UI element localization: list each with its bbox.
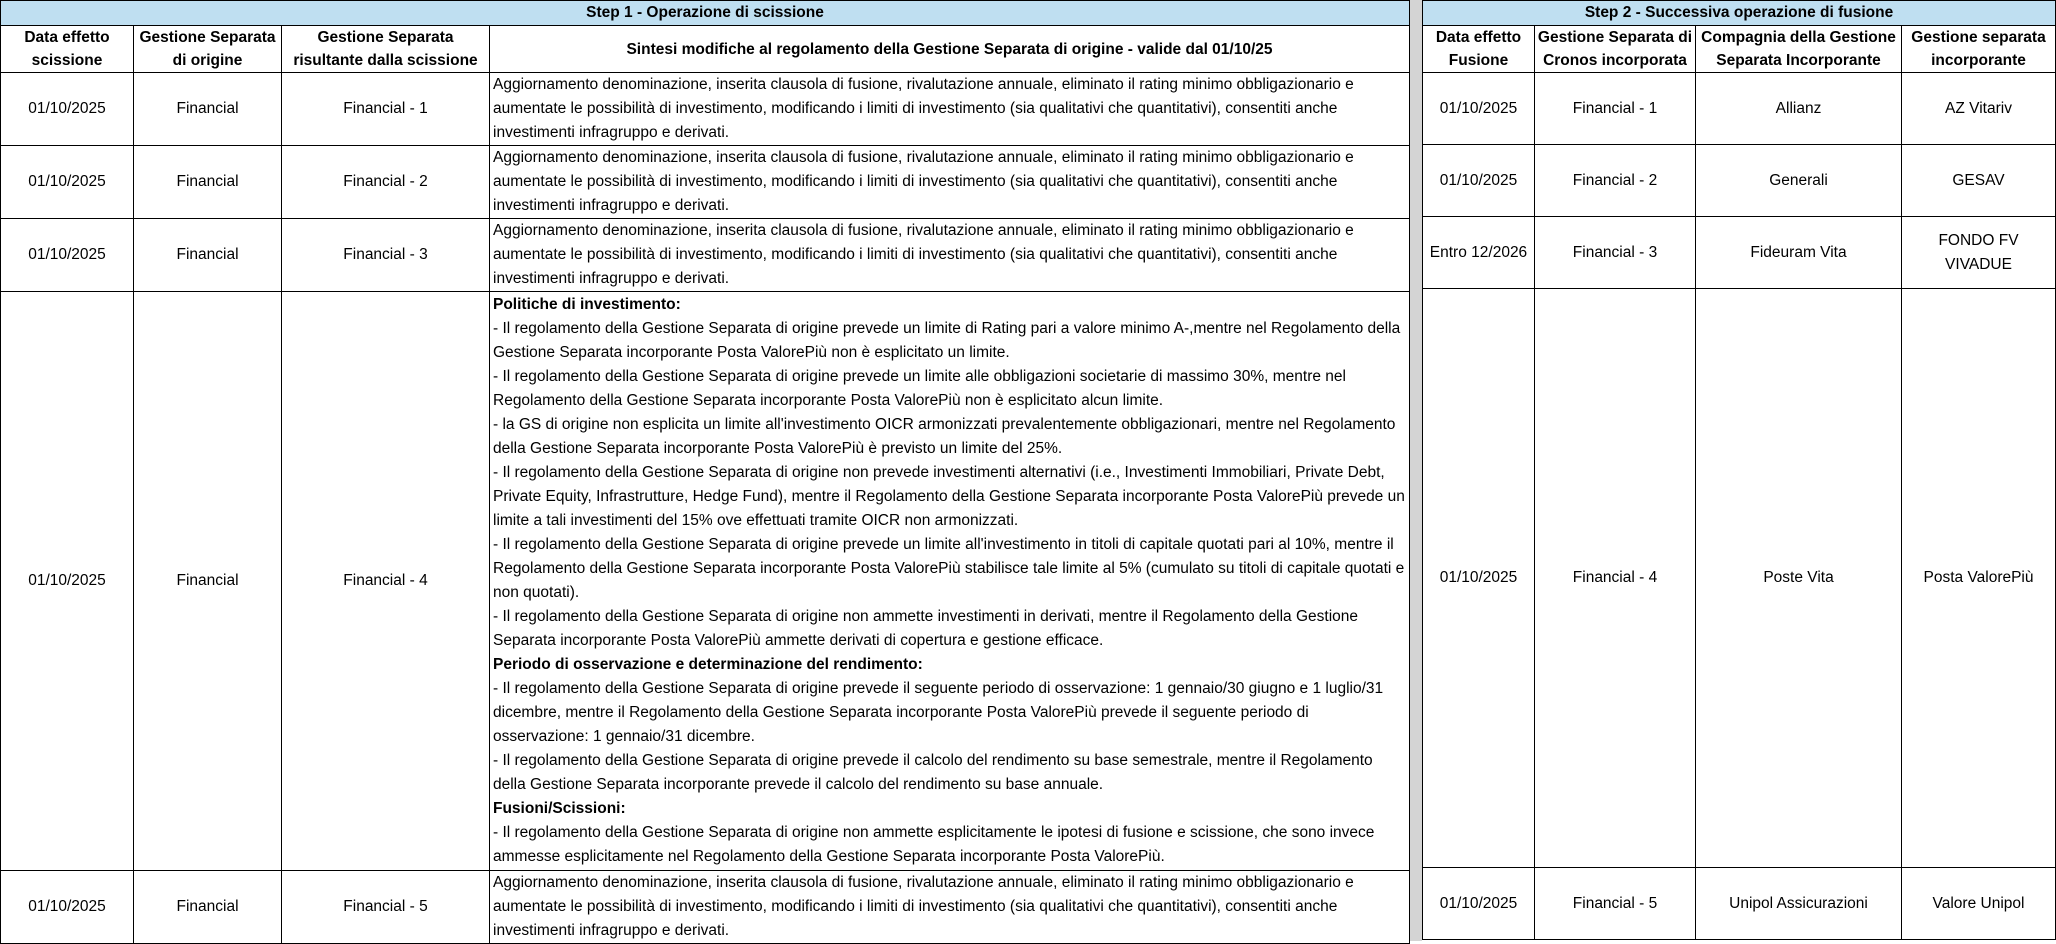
cell-cronos: Financial - 5 [1535, 868, 1696, 940]
step2-title: Step 2 - Successiva operazione di fusione [1423, 1, 2056, 26]
cell-risultante: Financial - 2 [282, 146, 490, 219]
cell-cronos: Financial - 2 [1535, 145, 1696, 217]
cell-data-fusione: 01/10/2025 [1423, 145, 1535, 217]
cell-data-fusione: 01/10/2025 [1423, 868, 1535, 940]
section-body-periodo: - Il regolamento della Gestione Separata di origine prevede il seguente periodo di osservazione: 1 gennaio/30 giugno e 1 luglio/31 dicembre, mentre il Regolamento della Gestione Separata incorporante Posta ValorePiù prevede il seguente periodo di osservazione: 1 gennaio/31 dicembre. - Il regolamento della Gestione Separata di origine prevede il calcolo del rendimento su base semestrale, mentre il Regolamento della Gestione Separata incorporante prevede il calcolo del rendimento su base annuale. [493, 680, 1384, 793]
cell-origine: Financial [134, 219, 282, 292]
cell-incorporante: FONDO FV VIVADUE [1902, 217, 2056, 289]
table-row [1, 292, 1410, 871]
cell-data: 01/10/2025 [1, 219, 134, 292]
cell-data-fusione: 01/10/2025 [1423, 73, 1535, 145]
cell-sintesi: Aggiornamento denominazione, inserita clausola di fusione, rivalutazione annuale, eliminato il rating minimo obbligazionario e aumentate le possibilità di investimento, modificando i limiti di investimento (sia qualitativi che quantitativi), consentiti anche investimenti infragruppo e derivati. [490, 871, 1410, 944]
cell-cronos: Financial - 4 [1535, 289, 1696, 868]
cell-compagnia: Fideuram Vita [1696, 217, 1902, 289]
cell-data: 01/10/2025 [1, 146, 134, 219]
table-row [1, 219, 1410, 292]
table-row [1423, 289, 2056, 868]
cell-risultante: Financial - 4 [282, 292, 490, 871]
section-heading-periodo: Periodo di osservazione e determinazione del rendimento: [493, 656, 923, 673]
step2-table [1422, 0, 2056, 940]
cell-compagnia: Generali [1696, 145, 1902, 217]
table-row [1, 871, 1410, 944]
table-row [1423, 217, 2056, 289]
column-separator [1409, 0, 1422, 941]
cell-incorporante: Posta ValorePiù [1902, 289, 2056, 868]
step2-header-row [1423, 26, 2056, 73]
cell-compagnia: Allianz [1696, 73, 1902, 145]
section-body-politiche: - Il regolamento della Gestione Separata di origine prevede un limite di Rating pari a valore minimo A-,mentre nel Regolamento della Gestione Separata incorporante Posta ValorePiù non è esplicitato un limite. - Il regolamento della Gestione Separata di origine prevede un limite alle obbligazioni societarie di massimo 30%, mentre nel Regolamento della Gestione Separata incorporante Posta ValorePiù non è esplicitato alcun limite. - la GS di origine non esplicita un limite all'investimento OICR armonizzati prevalentemente obbligazionari, mentre nel Regolamento della Gestione Separata incorporante Posta ValorePiù è previsto un limite del 25%. - Il regolamento della Gestione Separata di origine non prevede investimenti alternativi (i.e., Investimenti Immobiliari, Private Debt, Private Equity, Infrastrutture, Hedge Fund), mentre il Regolamento della Gestione Separata incorporante Posta ValorePiù prevede un limite a tali investimenti del 15% ove effettuati tramite OICR non armonizzati. - Il regolamento della Gestione Separata di origine prevede un limite all'investimento in titoli di capitale quotati pari al 10%, mentre il Regolamento della Gestione Separata incorporante Posta ValorePiù stabilisce tale limite al 5% (cumulato su titoli di capitale quotati e non quotati). - Il regolamento della Gestione Separata di origine non ammette investimenti in derivati, mentre il Regolamento della Gestione Separata incorporante Posta ValorePiù ammette derivati di copertura e gestione efficace. [493, 320, 1405, 649]
section-body-fusioni: - Il regolamento della Gestione Separata di origine non ammette esplicitamente le ipotesi di fusione e scissione, che sono invece ammesse esplicitamente nel Regolamento della Gestione Separata incorporante Posta ValorePiù. [493, 824, 1375, 865]
cell-risultante: Financial - 1 [282, 73, 490, 146]
section-heading-fusioni: Fusioni/Scissioni: [493, 800, 626, 817]
cell-data: 01/10/2025 [1, 73, 134, 146]
cell-origine: Financial [134, 871, 282, 944]
step1-header-row [1, 26, 1410, 73]
header-compagnia-incorporante: Compagnia della Gestione Separata Incorporante [1696, 26, 1902, 73]
step1-title: Step 1 - Operazione di scissione [1, 1, 1410, 26]
cell-compagnia: Unipol Assicurazioni [1696, 868, 1902, 940]
header-sintesi-modifiche: Sintesi modifiche al regolamento della Gestione Separata di origine - valide dal 01/10/25 [490, 26, 1410, 73]
cell-origine: Financial [134, 146, 282, 219]
table-row [1423, 73, 2056, 145]
table-row [1423, 868, 2056, 940]
cell-incorporante: Valore Unipol [1902, 868, 2056, 940]
cell-compagnia: Poste Vita [1696, 289, 1902, 868]
cell-sintesi: Aggiornamento denominazione, inserita clausola di fusione, rivalutazione annuale, eliminato il rating minimo obbligazionario e aumentate le possibilità di investimento, modificando i limiti di investimento (sia qualitativi che quantitativi), consentiti anche investimenti infragruppo e derivati. [490, 73, 1410, 146]
cell-risultante: Financial - 5 [282, 871, 490, 944]
cell-data: 01/10/2025 [1, 871, 134, 944]
header-data-effetto-scissione: Data effetto scissione [1, 26, 134, 73]
cell-incorporante: GESAV [1902, 145, 2056, 217]
table-row [1, 146, 1410, 219]
cell-data-fusione: 01/10/2025 [1423, 289, 1535, 868]
cell-sintesi-dettaglio [490, 292, 1410, 871]
cell-origine: Financial [134, 292, 282, 871]
cell-sintesi: Aggiornamento denominazione, inserita clausola di fusione, rivalutazione annuale, eliminato il rating minimo obbligazionario e aumentate le possibilità di investimento, modificando i limiti di investimento (sia qualitativi che quantitativi), consentiti anche investimenti infragruppo e derivati. [490, 146, 1410, 219]
header-data-effetto-fusione: Data effetto Fusione [1423, 26, 1535, 73]
cell-cronos: Financial - 1 [1535, 73, 1696, 145]
header-gestione-cronos: Gestione Separata di Cronos incorporata [1535, 26, 1696, 73]
step2-title-row [1423, 1, 2056, 26]
cell-incorporante: AZ Vitariv [1902, 73, 2056, 145]
cell-data: 01/10/2025 [1, 292, 134, 871]
cell-sintesi: Aggiornamento denominazione, inserita clausola di fusione, rivalutazione annuale, eliminato il rating minimo obbligazionario e aumentate le possibilità di investimento, modificando i limiti di investimento (sia qualitativi che quantitativi), consentiti anche investimenti infragruppo e derivati. [490, 219, 1410, 292]
table-row [1, 73, 1410, 146]
table-row [1423, 145, 2056, 217]
section-heading-politiche: Politiche di investimento: [493, 296, 681, 313]
header-gestione-origine: Gestione Separata di origine [134, 26, 282, 73]
cell-risultante: Financial - 3 [282, 219, 490, 292]
cell-cronos: Financial - 3 [1535, 217, 1696, 289]
step1-title-row [1, 1, 1410, 26]
cell-data-fusione: Entro 12/2026 [1423, 217, 1535, 289]
header-gestione-incorporante: Gestione separata incorporante [1902, 26, 2056, 73]
cell-origine: Financial [134, 73, 282, 146]
header-gestione-risultante: Gestione Separata risultante dalla scissione [282, 26, 490, 73]
